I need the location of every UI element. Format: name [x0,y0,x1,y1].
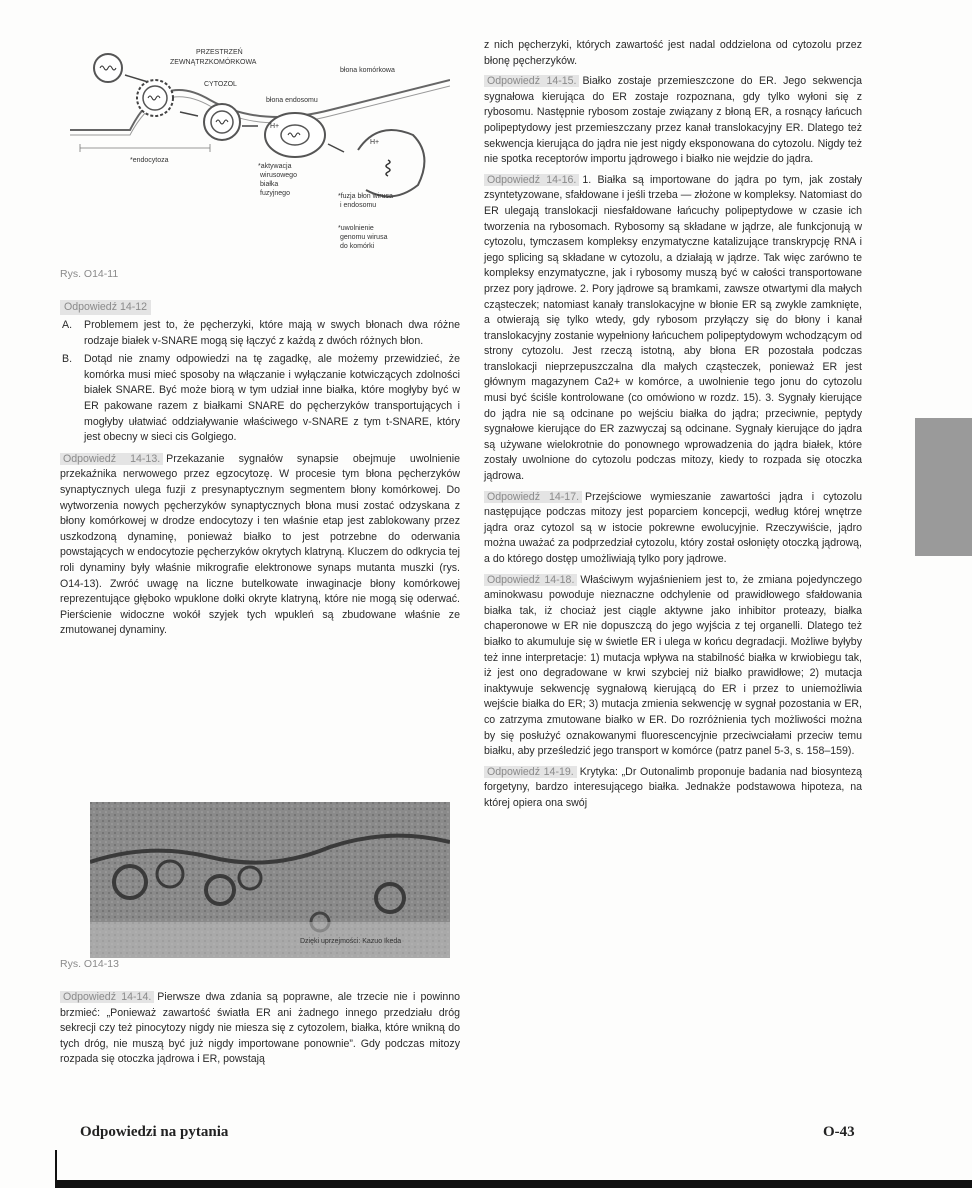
figure-label-o14-13: Rys. O14-13 [60,958,119,970]
answer-14-14 [60,990,460,1068]
item-letter: B. [62,353,73,366]
plasma-membrane-label: błona komórkowa [340,67,395,74]
answer-14-16-text: 1. Białka są importowane do jądra po tym, jak zostały zsyntetyzowane, sfałdowane i jeśli trzeba — złożone w kompleksy. Natomiast do ER ulegają translokacji niesfałdowane łańcuchy polipeptydowe w czasie ich tworzenia na rybosomach. Rybosomy są składane w jądrze, ale funkcjonują w cytozolu, tymczasem kompleksy enzymatyczne katalizujące transkrypcję RNA i jego splicing są składane w cytozolu, a działają w jądrze. Tak więc zarówno te kompleksy enzymatyczne, jak i rybosomy muszą być w całości transportowane przez pory jądrowe. 2. Pory jądrowe są bramkami, zawsze otwartymi dla małych cząsteczek; natomiast kanały translokacyjne w błonie ER są zwykle zamknięte, a otwierają się tylko wtedy, gdy rybosom przyłączy się do błony i kanał translokacyjny zostanie wypełniony łańcuchem polipeptydowym wchodzącym od strony cytozolu. Jest rzeczą istotną, aby błona ER pozostała podczas translokacji nieprzepuszczalna dla małych cząsteczek, ponieważ ER jest głównym magazynem Ca2+ w komórce, a uwolnienie tego jonu do cytozolu musi być ściśle kontrolowane (co omówiono w rozdz. 15). 3. Sygnały kierujące do jądra nie są odcinane po wejściu białka do jądra; przeciwnie, peptydy sygnałowe kierujące do ER zazwyczaj są odcinane. Sygnały kierujące do jądra są używane wielokrotnie do ponownego wprowadzenia do jądra białek, które zostały uwolnione do cytozolu podczas mitozy, kiedy to rozpada się otoczka jądrowa. [484,173,862,483]
answer-14-19-text: Krytyka: „Dr Outonalimb proponuje badania nad biosyntezą forgetyny, bardzo interesującego białka. Jednakże podstawowa hipoteza, na której opiera ona swój [484,765,863,809]
release-label-2: genomu wirusa [340,234,388,241]
fusion-label-2: i endosomu [340,202,377,209]
answer-14-14-head: Odpowiedź 14-14. [60,991,154,1003]
h-plus-label-2: H+ [370,139,380,146]
answer-14-17 [484,490,862,568]
answer-14-12-head: Odpowiedź 14-12 [60,300,151,315]
right-column [484,38,862,817]
chapter-tab [915,418,972,556]
release-label-1: *uwolnienie [338,225,374,232]
answer-14-18-text: Właściwym wyjaśnieniem jest to, że zmiana pojedynczego aminokwasu powoduje nieznaczne odchylenie od prawidłowego sfałdowania białka tak, iż chociaż jest ciągle aktywne jako inhibitor proteazy, białka chaperonowe w ER nie dopuszczą do jego wyjścia z tej organelli. Dlatego też białko to akumuluje się w świetle ER i ulega w końcu degradacji. Możliwe byłyby też inne interpretacje: 1) mutacja wpływa na stabilność białka w krwiobiegu tak, iż jest ono degradowane w krwi szybciej niż białko prawidłowe; 2) mutacja inaktywuje sekwencję sygnałową kierującą do ER i przez to uniemożliwia wejście białka do ER; 3) mutacja zmienia sekwencję w sygnał pozostania w ER, co zatrzyma zmutowane białko w ER. Do rozróżnienia tych możliwości można by się posłużyć oznakowanymi fluorescencyjnie przeciwciałami przeciw temu białku, aby prześledzić jego transport w komórce (patrz panel 5-3, s. 158–159). [484,573,862,758]
left-column [60,300,460,644]
answer-14-13 [60,452,460,639]
answer-14-16-head: Odpowiedź 14-16. [484,174,579,186]
endocytosis-label: *endocytoza [130,157,169,164]
page-number: O-43 [823,1124,855,1140]
arrow-4 [328,144,344,152]
footer-title: Odpowiedzi na pytania [80,1124,229,1140]
electron-micrograph [90,802,450,958]
endosome-membrane-label: błona endosomu [266,97,318,104]
extracellular-label-2: ZEWNĄTRZKOMÓRKOWA [170,59,257,66]
item-text: Problemem jest to, że pęcherzyki, które mają w swych błonach dwa różne rodzaje białek v-SNARE mogą się łączyć z każdą z dwóch różnych błon. [84,319,460,347]
extracellular-label: PRZESTRZEŃ [196,49,243,56]
endosome-3 [358,130,424,196]
micrograph-credit: Dzięki uprzejmości: Kazuo Ikeda [300,938,402,945]
activation-label-4: fuzyjnego [260,190,290,197]
answer-14-18-head: Odpowiedź 14-18. [484,574,577,586]
arrow-2 [180,112,198,116]
answer-14-16 [484,173,862,485]
virus-entry-diagram [70,40,450,270]
activation-label-1: *aktywacja [258,163,292,170]
answer-14-18 [484,573,862,760]
answer-14-13-head: Odpowiedź 14-13. [60,453,163,465]
figure-label-o14-11: Rys. O14-11 [60,268,119,280]
item-text: Dotąd nie znamy odpowiedzi na tę zagadkę, ale możemy przewidzieć, że komórka musi mieć sposoby na włączanie i wyłączanie kotwiczących zdolności białek SNARE. Być może biorą w tym udział inne białka, które mogłyby być w ER pakowane razem z białkami SNARE do pęcherzyków transportujących i mogłyby ułatwiać oddziaływanie właściwego v-SNARE z tym t-SNARE, który jest obecny w sieci cis Golgiego. [84,353,460,444]
release-label-3: do komórki [340,243,375,250]
answer-14-14-text: Pierwsze dwa zdania są poprawne, ale trzecie nie i powinno brzmieć: „Ponieważ zawartość światła ER ani żadnego innego przedziału dróg sekrecji czy też pinocytozy nigdy nie miesza się z cytozolem, białka, które wnikną do tych dróg, nie muszą być już nigdy importowane ponownie”. Gdy podczas mitozy rozpada się otoczka jądrowa i ER, powstają [60,991,460,1066]
answer-14-15-head: Odpowiedź 14-15. [484,75,579,87]
activation-label-2: wirusowego [260,172,297,179]
h-plus-label-1: H+ [270,123,280,130]
scan-edge-bottom [55,1180,972,1188]
fusion-label-1: *fuzja błon wirusa [338,193,393,200]
answer-14-13-text: Przekazanie sygnałów synapsie obejmuje uwolnienie przekaźnika nerwowego przez egzocytozę. W procesie tym błona pęcherzyków synaptycznych ulega fuzji z presynaptycznym segmentem błony komórkowej. Do wytworzenia nowych pęcherzyków synaptycznych błona musi zostać odzyskana z błony komórkowej w drodze endocytozy i ten właśnie etap jest zablokowany przez uszkodzoną dynaminę, ponieważ białko to jest potrzebne do oderwania powstających w endocytozie pęcherzyków okrytych klatryną. Kluczem do odkrycia tej roli dynaminy były właśnie mikrografie elektronowe synaps mutanta muszki (rys. O14-13). Zwróć uwagę na liczne butelkowate inwaginacje błony komórkowej reprezentujące głęboko wpuklone dołki okryte klatryną, które nie mogą się oderwać. Pierścienie widoczne wokół szyjek tych wpukleń są zbudowane właśnie ze zmutowanej dynaminy. [60,452,460,637]
coated-pit [137,80,173,116]
cytosol-label: CYTOZOL [204,81,237,88]
answer-14-17-text: Przejściowe wymieszanie zawartości jądra i cytozolu następujące podczas mitozy jest poparciem koncepcji, według której wnętrze jądra oraz cytozol są w istocie pokrewne ewolucyjnie. Rzeczywiście, jądro można uważać za podprzedział cytozolu, który został osłonięty otoczką jądrową, a do którego dostęp umożliwiają tylko pory jądrowe. [484,490,863,565]
activation-label-3: białka [260,181,279,188]
virus-outside [94,54,122,82]
endosome-1 [204,104,240,140]
left-column-bottom [60,990,460,1073]
answer-14-19 [484,765,862,812]
arrow-1 [125,75,148,82]
answer-14-19-head: Odpowiedź 14-19. [484,766,577,778]
answer-14-15-text: Białko zostaje przemieszczone do ER. Jego sekwencja sygnałowa kierująca do ER zostaje rozpoznana, gdy tylko wyłoni się z rybosomu. Następnie rybosom zostaje związany z błoną ER, a rosnący łańcuch polipeptydowy jest przemieszczany przez kanał translokacyjny ER. Dlatego też sekwencja kierująca do jądra nie jest nigdy eksponowana do cytozolu. Nigdy też nie spotka receptorów importu jądrowego i białko nie wejdzie do jądra. [484,75,862,166]
answer-14-15 [484,74,862,168]
item-letter: A. [62,319,73,331]
answer-14-12-a [60,318,460,349]
endosome-2 [265,113,325,157]
answer-14-12-b [60,352,460,446]
answer-14-17-head: Odpowiedź 14-17. [484,491,582,503]
continued-text: z nich pęcherzyki, których zawartość jest nadal oddzielona od cytozolu przez błonę pęcherzyków. [484,39,862,67]
